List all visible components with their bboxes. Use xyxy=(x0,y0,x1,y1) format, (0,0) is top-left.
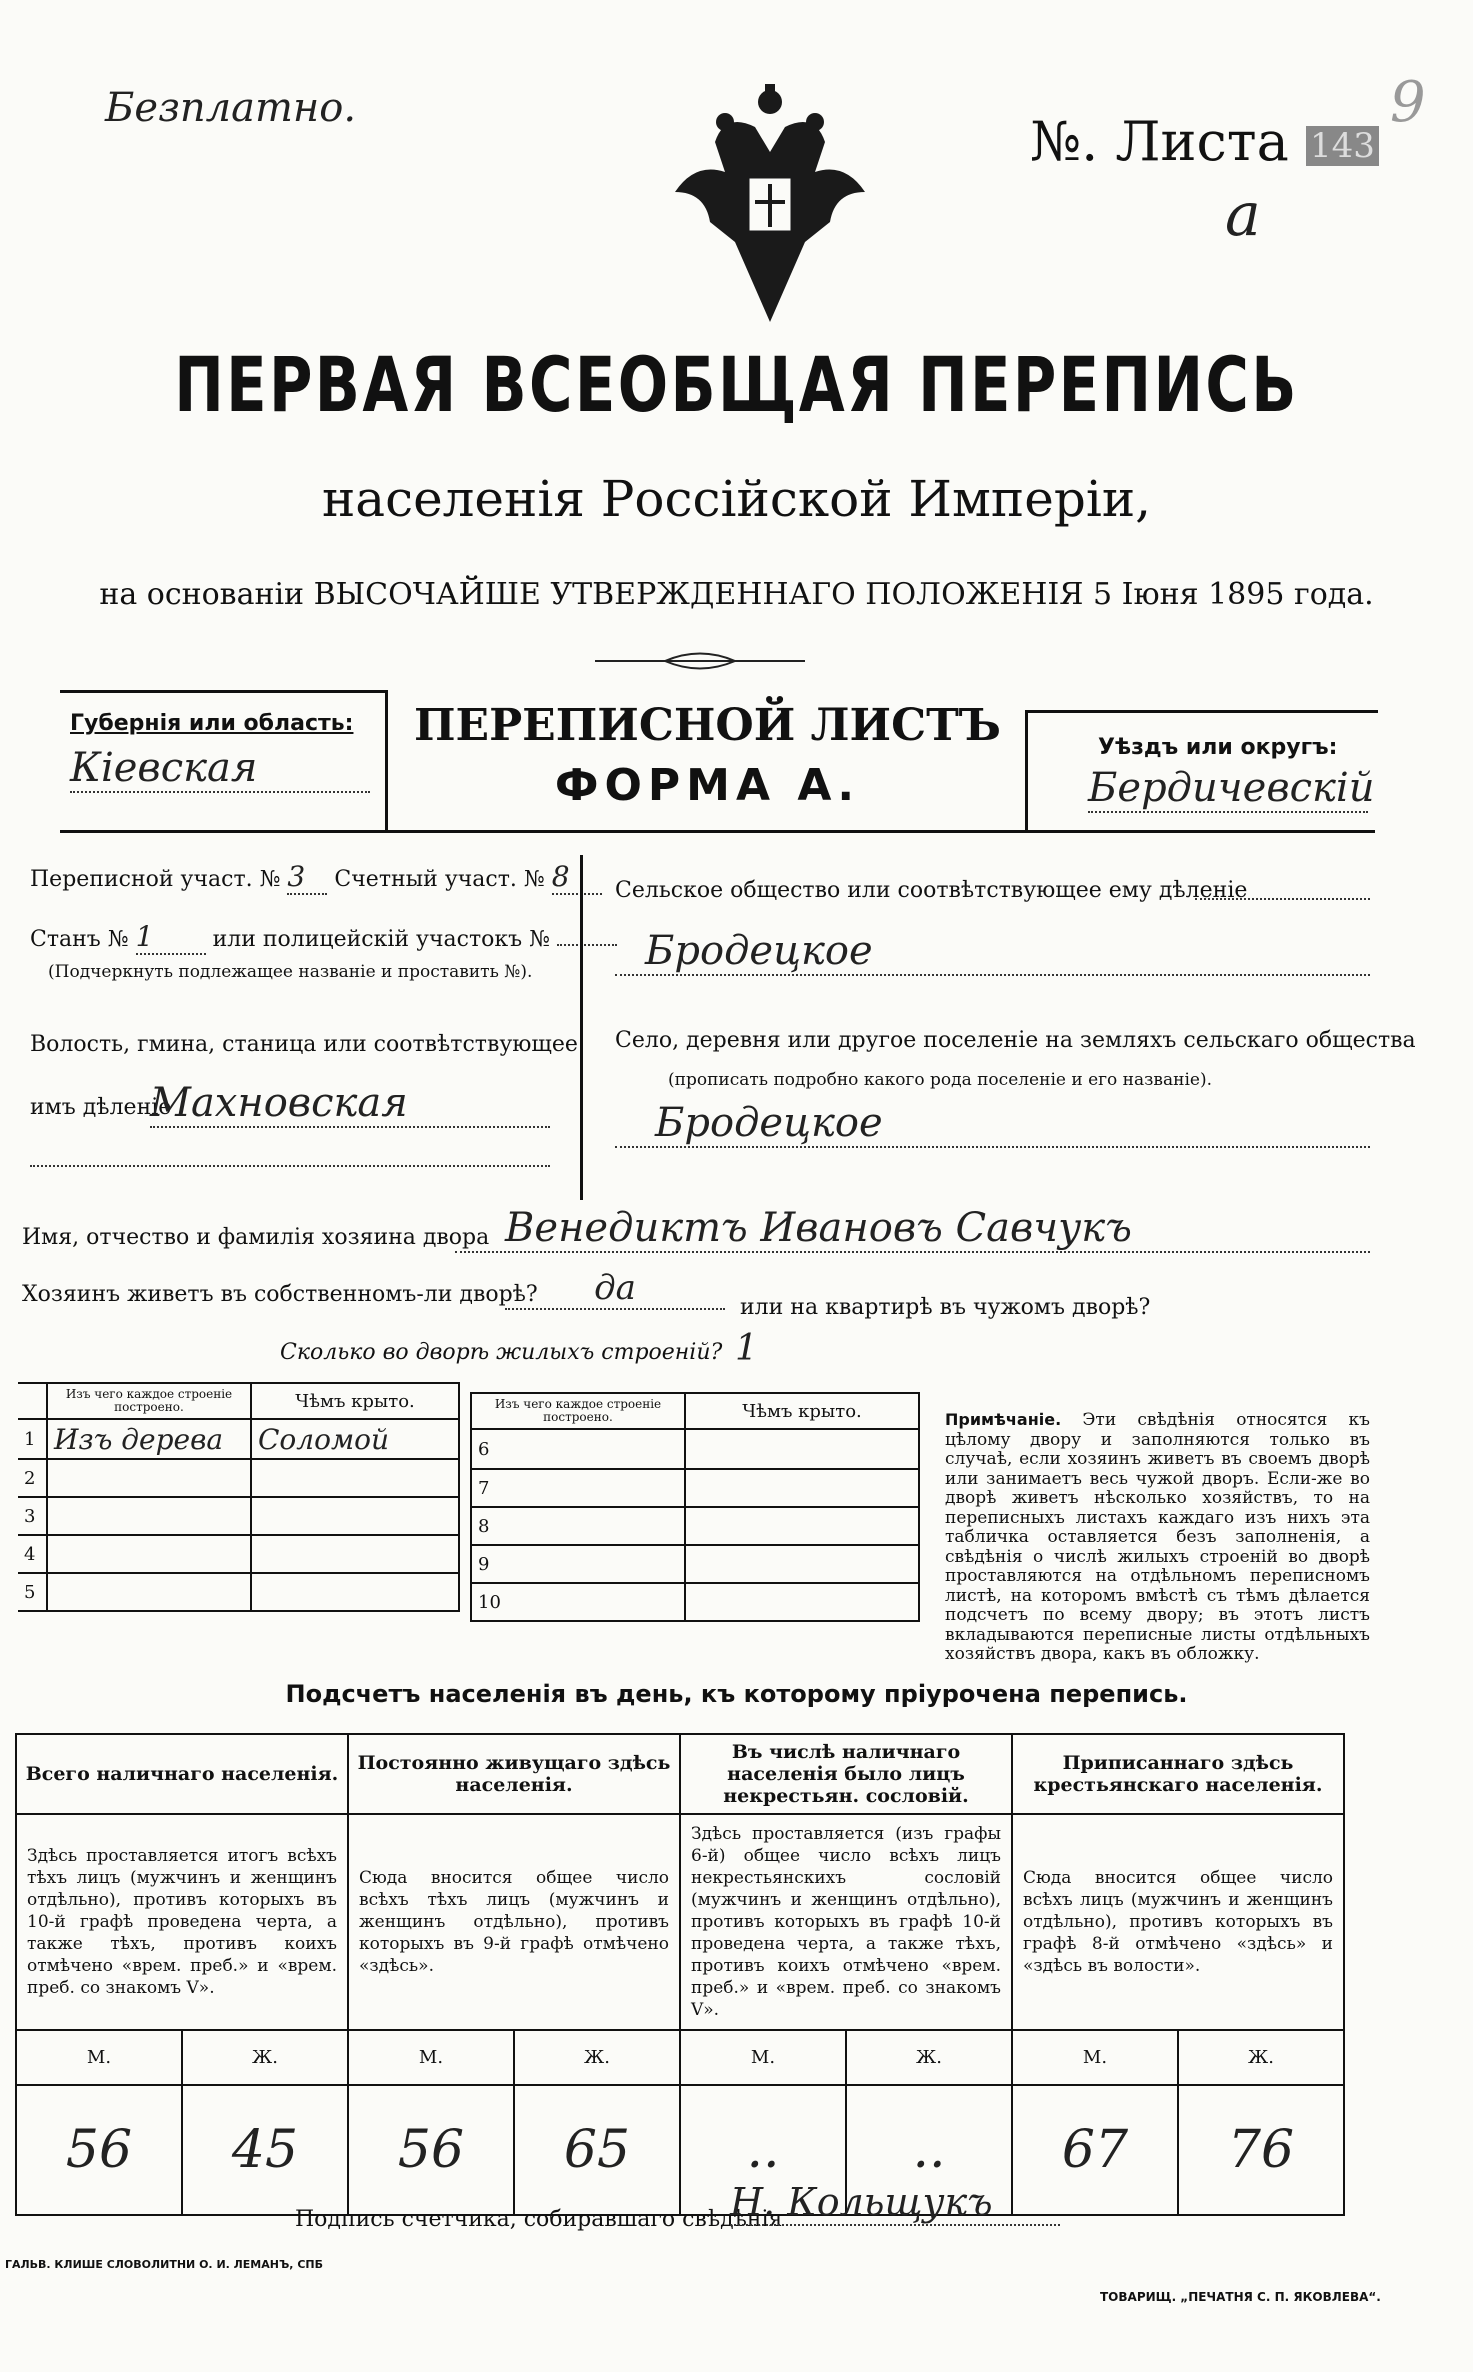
count-col-1-m: 56 xyxy=(16,2085,182,2215)
sheet-title: ПЕРЕПИСНОЙ ЛИСТЪ xyxy=(414,700,1001,751)
free-label: Безплатно. xyxy=(105,85,357,131)
note-title: Примѣчаніе. xyxy=(945,1410,1062,1429)
double-headed-eagle-emblem xyxy=(655,82,885,332)
gubernia-value: Кіевская xyxy=(70,745,370,793)
volost-value: Махновская xyxy=(150,1080,550,1128)
zh-header: Ж. xyxy=(846,2030,1012,2085)
footer-right: ТОВАРИЩ. „ПЕЧАТНЯ С. П. ЯКОВЛЕВА“. xyxy=(1100,2290,1381,2304)
table-row xyxy=(18,1459,459,1497)
obshchestvo-dots xyxy=(1195,898,1370,900)
count-col-3-desc: Здѣсь проставляется (изъ графы 6-й) общее число всѣхъ лицъ некрестьянскихъ сословій (мужчинъ и женщинъ отдѣльно), противъ которыхъ въ графѣ 10-й проведена черта, а также тѣхъ, противъ коихъ отмѣчено «врем. преб.» и «врем. преб. со знакомъ V». xyxy=(680,1814,1012,2030)
form-name: ФОРМА А. xyxy=(554,760,861,811)
uezd-value: Бердичевскій xyxy=(1088,765,1375,811)
footer-left: ГАЛЬВ. КЛИШЕ СЛОВОЛИТНИ О. И. ЛЕМАНЪ, СПБ xyxy=(5,2258,323,2271)
police-value xyxy=(557,944,617,946)
signature-value: Н. Кольщукъ xyxy=(730,2180,1060,2226)
owner-lives-value: да xyxy=(505,1268,725,1310)
row-number: 6 xyxy=(471,1429,685,1469)
row-material: Изъ дерева xyxy=(47,1419,251,1459)
zh-header: Ж. xyxy=(514,2030,680,2085)
m-header: М. xyxy=(16,2030,182,2085)
table-row xyxy=(471,1545,919,1583)
stan-value: 1 xyxy=(136,920,206,955)
volost-extra-line xyxy=(30,1165,550,1167)
row-number: 4 xyxy=(18,1535,47,1573)
zh-header: Ж. xyxy=(182,2030,348,2085)
uezd-box xyxy=(1025,710,1378,833)
volost-label-2: имъ дѣленіе xyxy=(30,1095,172,1120)
zh-header: Ж. xyxy=(1178,2030,1344,2085)
sheet-letter: а xyxy=(1225,180,1261,250)
gubernia-box xyxy=(60,690,388,833)
count-col-2-header: Постоянно живущаго здѣсь населенія. xyxy=(348,1734,680,1814)
table-row xyxy=(471,1429,919,1469)
buildings-table-left xyxy=(18,1382,460,1612)
schetny-label: Счетный участ. № xyxy=(334,867,545,892)
count-title: Подсчетъ населенія въ день, къ которому пріурочена перепись. xyxy=(285,1680,1188,1708)
owner-buildings-label: Сколько во дворѣ жилыхъ строеній? xyxy=(280,1340,723,1365)
signature-label: Подпись счетчика, собиравшаго свѣдѣнія xyxy=(295,2207,783,2232)
stan-note: (Подчеркнуть подлежащее названіе и проставить №). xyxy=(48,962,533,982)
row-number: 1 xyxy=(18,1419,47,1459)
police-label: или полицейскій участокъ № xyxy=(212,927,550,952)
count-col-3-zh: .. xyxy=(846,2085,1012,2215)
m-header: М. xyxy=(1012,2030,1178,2085)
table-row xyxy=(471,1583,919,1621)
owner-lives-label: Хозяинъ живетъ въ собственномъ-ли дворѣ? xyxy=(22,1282,538,1307)
obshchestvo-label: Сельское общество или соотвѣтствующее ему дѣленіе xyxy=(615,878,1248,903)
count-col-1-header: Всего наличнаго населенія. xyxy=(16,1734,348,1814)
owner-name-label: Имя, отчество и фамилія хозяина двора xyxy=(22,1225,490,1250)
owner-apartment-label: или на квартирѣ въ чужомъ дворѣ? xyxy=(740,1295,1151,1320)
table-row xyxy=(18,1573,459,1611)
col-material-header: Изъ чего каждое строеніе построено. xyxy=(47,1383,251,1419)
row-roof: Соломой xyxy=(251,1419,459,1459)
form-rule xyxy=(60,830,1375,833)
count-col-3-header: Въ числѣ наличнаго населенія было лицъ некрестьян. сословій. xyxy=(680,1734,1012,1814)
schetny-value: 8 xyxy=(552,860,602,895)
count-col-1-desc: Здѣсь проставляется итогъ всѣхъ тѣхъ лицъ (мужчинъ и женщинъ отдѣльно), противъ которыхъ въ 10-й графѣ проведена черта, а также тѣхъ, противъ коихъ отмѣчено «врем. преб.» и «врем. преб. со знакомъ V». xyxy=(16,1814,348,2030)
col-roof-header: Чѣмъ крыто. xyxy=(685,1393,919,1429)
note-block xyxy=(945,1410,1370,1665)
count-col-3-m: .. xyxy=(680,2085,846,2215)
main-title: ПЕРВАЯ ВСЕОБЩАЯ ПЕРЕПИСЬ xyxy=(174,340,1299,429)
owner-buildings-value: 1 xyxy=(735,1328,758,1369)
table-row xyxy=(18,1419,459,1459)
m-header: М. xyxy=(680,2030,846,2085)
selo-note: (прописать подробно какого рода поселеніе и его названіе). xyxy=(668,1070,1212,1090)
count-col-2-desc: Сюда вносится общее число всѣхъ тѣхъ лицъ (мужчинъ и женщинъ отдѣльно), противъ которыхъ въ 9-й графѣ отмѣчено «здѣсь». xyxy=(348,1814,680,2030)
count-col-2-zh: 65 xyxy=(514,2085,680,2215)
corner-mark: 9 xyxy=(1390,70,1426,135)
count-col-4-zh: 76 xyxy=(1178,2085,1344,2215)
sheet-number-value: 143 xyxy=(1306,126,1379,166)
row-number: 7 xyxy=(471,1469,685,1507)
row-number: 9 xyxy=(471,1545,685,1583)
col-roof-header: Чѣмъ крыто. xyxy=(251,1383,459,1419)
uchastok-value: 3 xyxy=(287,860,327,895)
population-count-table xyxy=(15,1733,1345,2216)
uchastok-line xyxy=(30,860,602,895)
gubernia-label: Губернія или область: xyxy=(70,711,354,736)
selo-label: Село, деревня или другое поселеніе на земляхъ сельскаго общества xyxy=(615,1028,1416,1053)
count-col-2-m: 56 xyxy=(348,2085,514,2215)
row-number: 5 xyxy=(18,1573,47,1611)
row-number: 2 xyxy=(18,1459,47,1497)
owner-name-value: Венедиктъ Ивановъ Савчукъ xyxy=(455,1205,1370,1253)
row-number: 3 xyxy=(18,1497,47,1535)
subtitle: населенія Россійской Имперіи, xyxy=(321,470,1152,528)
count-col-4-m: 67 xyxy=(1012,2085,1178,2215)
column-divider xyxy=(580,855,583,1200)
buildings-table-right xyxy=(470,1392,920,1622)
table-row xyxy=(18,1497,459,1535)
obshchestvo-value: Бродецкое xyxy=(615,928,1370,976)
volost-label: Волость, гмина, станица или соотвѣтствующее xyxy=(30,1032,578,1057)
row-number: 10 xyxy=(471,1583,685,1621)
count-col-1-zh: 45 xyxy=(182,2085,348,2215)
table-row xyxy=(471,1507,919,1545)
col-material-header: Изъ чего каждое строеніе построено. xyxy=(471,1393,685,1429)
count-col-4-header: Приписаннаго здѣсь крестьянскаго населенія. xyxy=(1012,1734,1344,1814)
table-row xyxy=(18,1535,459,1573)
stan-label: Станъ № xyxy=(30,927,129,952)
sheet-number xyxy=(1030,110,1379,173)
sheet-number-label: №. Листа xyxy=(1030,110,1289,173)
stan-line xyxy=(30,920,617,955)
note-text: Эти свѣдѣнія относятся къ цѣлому двору и заполняются только въ случаѣ, если хозяинъ живетъ въ своемъ дворѣ или занимаетъ весь чужой дворъ. Если-же во дворѣ живетъ нѣсколько хозяйствъ, то на переписныхъ листахъ каждаго изъ нихъ эта табличка оставляется безъ заполненія, а свѣдѣнія о числѣ жилыхъ строеній во дворѣ проставляются на отдѣльномъ переписномъ листѣ, на которомъ вмѣстѣ съ тѣмъ дѣлается подсчетъ по всему двору; въ этотъ листъ вкладываются переписные листы отдѣльныхъ хозяйствъ двора, какъ въ обложку. xyxy=(945,1410,1370,1664)
basis-line: на основаніи ВЫСОЧАЙШЕ УТВЕРЖДЕННАГО ПОЛОЖЕНІЯ 5 Іюня 1895 года. xyxy=(99,577,1374,612)
row-number: 8 xyxy=(471,1507,685,1545)
uchastok-label: Переписной участ. № xyxy=(30,867,281,892)
m-header: М. xyxy=(348,2030,514,2085)
selo-value: Бродецкое xyxy=(615,1100,1370,1148)
ornament-divider xyxy=(595,650,805,672)
table-row xyxy=(471,1469,919,1507)
count-col-4-desc: Сюда вносится общее число всѣхъ лицъ (мужчинъ и женщинъ отдѣльно), противъ которыхъ въ графѣ 8-й отмѣчено «здѣсь» и «здѣсь въ волости». xyxy=(1012,1814,1344,2030)
uezd-label: Уѣздъ или округъ: xyxy=(1098,735,1338,760)
